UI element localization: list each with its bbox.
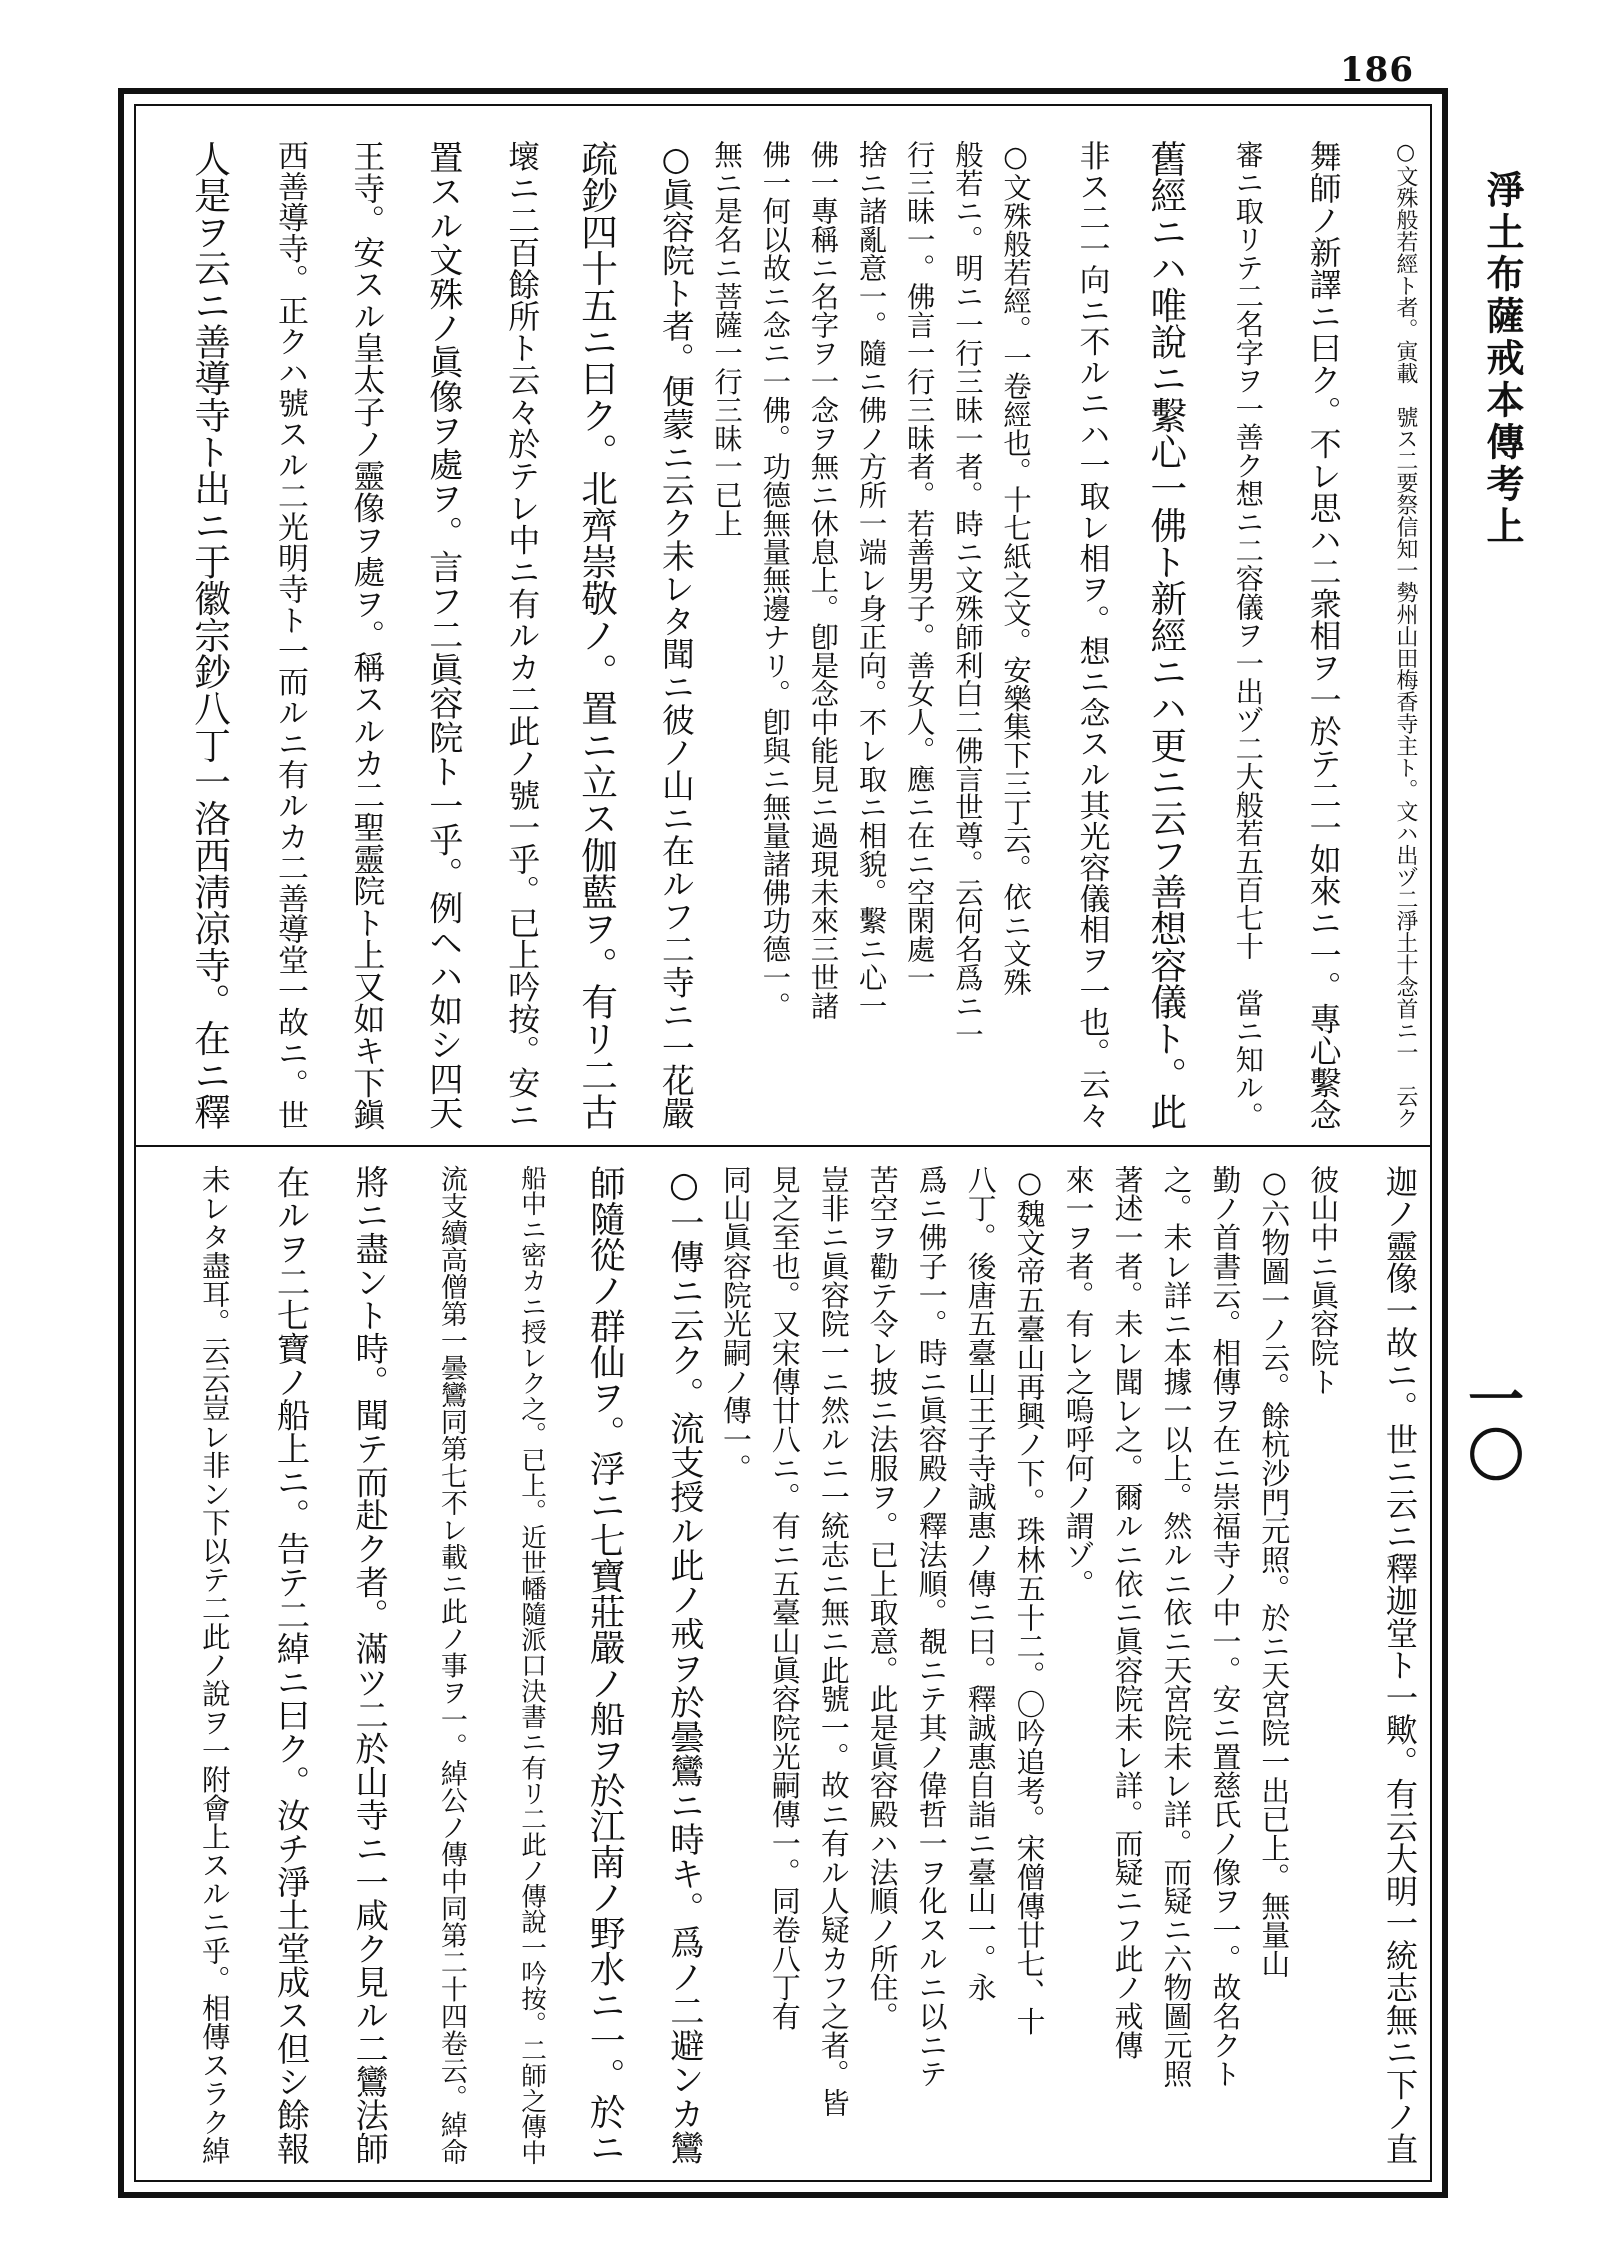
text-column: 流支續高僧第一曇鸞同第七不レ載ニ此ノ事ヲ一。綽公ノ傳中同第二十四卷云。綽命 [435,1165,467,2166]
text-column: 將ニ盡ント時。聞テ而赴ク者。滿ツ二於山寺ニ一咸ク見ル二鸞法師 [350,1165,390,2165]
annotation-column: 苦空ヲ勸テ令レ披ニ法服ヲ。已上取意。此是眞容殿ハ法順ノ所住。 [865,1165,900,2031]
page-number: 186 [1340,50,1414,90]
annotation-column: 著述一者。未レ聞レ之。爾ルニ依ニ眞容院未レ詳。而疑ニフ此ノ戒傳 [1110,1165,1145,2060]
text-column: 未レタ盡耳。云云豈レ非ン下以テ二此ノ說ヲ一附會上スルニ乎。相傳スラク綽 [197,1165,232,2165]
annotation-column: 行三昧一。佛言一行三昧者。若善男子。善女人。應ニ在ニ空閑處一 [902,140,936,992]
text-column: 非ス二一向ニ不ルニハ一取レ相ヲ。想ニ念スル其光容儀相ヲ一也。云々 [1073,140,1110,1131]
text-column: 舊經ニハ唯說ニ繫心一佛ト新經ニハ更ニ云フ善想容儀ト。此 [1144,140,1188,1130]
text-column: 審ニ取リテ二名字ヲ一善ク想ニ二容儀ヲ一出ヅ二大般若五百七十 當ニ知ル。 [1231,140,1265,1130]
upper-text-block [150,140,1416,1130]
folio-number: 一〇 [1459,1370,1525,1482]
annotation-column: 見之至也。又宋傳廿八ニ。有ニ五臺山眞容院光嗣傳一。同卷八丁有 [767,1165,802,2031]
running-head: 淨土布薩戒本傳考上 [1480,170,1524,548]
annotation-column: 彼山中ニ眞容院ト [1306,1165,1341,1396]
text-column: ○眞容院ト者。便蒙ニ云ク未レタ聞ニ彼ノ山ニ在ルフ二寺ニ一花嚴 [656,140,695,1130]
text-column: 在ルヲ二七寶ノ船上ニ。告テ二綽ニ曰ク。汝チ淨土堂成ス但シ餘報 [271,1165,311,2165]
annotation-column: 佛一專稱ニ名字ヲ一念ヲ無ニ休息上。卽是念中能見ニ過現未來三世諸 [806,140,840,1020]
text-column: 疏鈔四十五ニ曰ク。北齊崇敬ノ。置ニ立ス伽藍ヲ。有リ二古 [575,140,619,1130]
annotation-column: 同山眞容院光嗣ノ傳一。 [718,1165,753,1483]
annotation-column: 之。未レ詳ニ本據一以上。然ルニ依ニ天宮院未レ詳。而疑ニ六物圖元照 [1159,1165,1194,2089]
text-column: ○文殊般若經ト者。寅載 號ス二要祭信知一勢州山田梅香寺主ト。文ハ出ヅ二淨土十念首ニ一 云ク [1393,140,1418,1130]
text-column: 舞師ノ新譯ニ曰ク。不レ思ハ二衆相ヲ一於テ二一如來ニ一。專心繫念 [1304,140,1343,1131]
annotation-column: 勤ノ首書云。相傳ヲ在ニ崇福寺ノ中一。安ニ置慈氏ノ像ヲ一。故名クト [1208,1165,1243,2089]
annotation-column: 無ニ是名ニ菩薩一行三昧一已上 [710,140,744,538]
text-column: 壞ニ二百餘所ト云々於テレ中ニ有ルカ二此ノ號一乎。已上吟按。安ニ [503,140,542,1131]
annotation-column: ○六物圖一ノ云。餘杭沙門元照。於ニ天宮院一出已上。無量山 [1257,1165,1292,1978]
section-divider [134,1145,1432,1147]
annotation-column: 豈非ニ眞容院一ニ然ルニ一統志ニ無ニ此號一。故ニ有ル人疑カフ之者。皆 [816,1165,851,2118]
text-column: ○一傳ニ云ク。流支授ル此ノ戒ヲ於曇鸞ニ時キ。爲ノ二避ンカ鸞 [663,1165,704,2165]
annotation-column: ○文殊般若經。一卷經也。十七紙之文。安樂集下三丁云。依ニ文殊 [999,140,1033,997]
annotation-column: 般若ニ。明ニ一行三昧一者。時ニ文殊師利白二佛言世尊。云何名爲ニ一 [950,140,984,1049]
annotation-column: 佛一何以故ニ念ニ一佛。功德無量無邊ナリ。卽與ニ無量諸佛功德一。 [758,140,792,1020]
annotation-column: 八丁。後唐五臺山王子寺誠惠ノ傳ニ曰。釋誠惠自詣ニ臺山一。永 [963,1165,998,2002]
text-column: 師隨從ノ群仙ヲ。浮ニ七寶莊嚴ノ船ヲ於江南ノ野水ニ一。於ニ [584,1165,626,2165]
annotation-column: 捨ニ諸亂意一。隨ニ佛ノ方所一端レ身正向。不レ取ニ相貌。繫ニ心一 [854,140,888,1020]
annotation-column: ○魏文帝五臺山再興ノ下。珠林五十二。〇吟追考。宋僧傳廿七、十 [1012,1165,1047,2036]
text-column: 王寺。安スル皇太子ノ靈像ヲ處ヲ。稱スルカ二聖靈院ト上又如キ下鎭 [348,140,387,1131]
annotation-column: 來一ヲ者。有レ之嗚呼何ノ謂ゾ。 [1061,1165,1096,1598]
text-column: 置スル文殊ノ眞像ヲ處ヲ。言フ二眞容院ト一乎。例ヘハ如シ四天 [422,140,463,1130]
text-column: 船中ニ密カニ授レク之。已上。近世幡隨派口決書ニ有リ二此ノ傳說一吟按。二師之傳中 [516,1165,547,2165]
text-column: 西善導寺。正クハ號スル二光明寺ト一而ルニ有ルカ二善導堂一故ニ。世 [272,140,308,1131]
annotation-column: 爲ニ佛子一。時ニ眞容殿ノ釋法順。覩ニテ其ノ偉哲一ヲ化スルニ以ニテ [914,1165,949,2089]
text-column: 迦ノ靈像一故ニ。世ニ云ニ釋迦堂ト一歟。有云大明一統志無ニ下ノ直 [1381,1165,1419,2165]
lower-text-block [150,1165,1419,2166]
text-column: 人是ヲ云ニ善導寺ト出ニ于徽宗鈔八丁一洛西淸凉寺。在ニ釋 [188,140,232,1130]
